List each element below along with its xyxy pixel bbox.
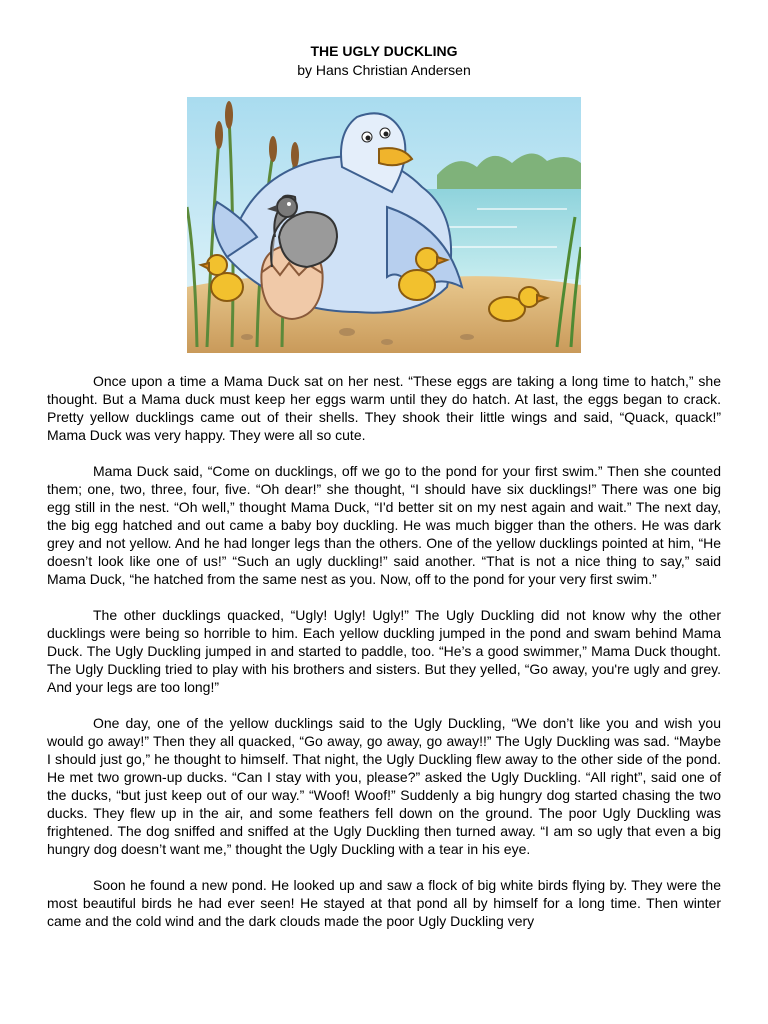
story-paragraph: Mama Duck said, “Come on ducklings, off we go to the pond for your first swim.” Then she counted them; one, two, three, four, five. “Oh dear!” she thought, “I should have six ducklings!” There was one big egg still in the nest. “Oh well,” thought Mama Duck, “I'd better sit on my nest again and wait.” The next day, the big egg hatched and out came a baby boy duckling. He was much bigger than the others. He was dark grey and not yellow. And he had longer legs than the others. One of the yellow ducklings pointed at him, “He doesn’t look like one of us!” “Such an ugly duckling!” said another. “That is not a nice thing to say,” said Mama Duck, “he hatched from the same nest as you. Now, off to the pond for your very first swim.” [47, 463, 721, 587]
story-body [47, 372, 721, 948]
story-paragraph: Soon he found a new pond. He looked up and saw a flock of big white birds flying by. They were the most beautiful birds he had ever seen! He stayed at that pond all by himself for a long time. Then winter came and the cold wind and the dark clouds made the poor Ugly Duckling very [47, 877, 721, 929]
story-author: by Hans Christian Andersen [297, 62, 471, 78]
story-paragraph: Once upon a time a Mama Duck sat on her nest. “These eggs are taking a long time to hatch,” she thought. But a Mama duck must keep her eggs warm until they do hatch. At last, the eggs began to crack. Pretty yellow ducklings came out of their shells. They shook their little wings and said, “Quack, quack!” Mama Duck was very happy. They were all so cute. [47, 373, 721, 443]
story-paragraph: The other ducklings quacked, “Ugly! Ugly! Ugly!” The Ugly Duckling did not know why the other ducklings were being so horrible to him. Each yellow duckling jumped in the pond and swam behind Mama Duck. The Ugly Duckling jumped in and started to paddle, too. “He’s a good swimmer,” Mama Duck thought. The Ugly Duckling tried to play with his brothers and sisters. But they yelled, “Go away, you're ugly and grey. And your legs are too long!” [47, 607, 721, 695]
story-paragraph: One day, one of the yellow ducklings said to the Ugly Duckling, “We don’t like you and wish you would go away!” Then they all quacked, “Go away, go away, go away!!” The Ugly Duckling was sad. “Maybe I should just go,” he thought to himself. That night, the Ugly Duckling flew away to the other side of the pond. He met two grown-up ducks. “Can I stay with you, please?” asked the Ugly Duckling. “All right”, said one of the ducks, “but just keep out of our way.” “Woof! Woof!” Suddenly a big hungry dog started chasing the two ducks. They flew up in the air, and some feathers fell down on the ground. The poor Ugly Duckling was frightened. The dog sniffed and sniffed at the Ugly Duckling then turned away. “I am so ugly that even a big hungry dog doesn’t want me,” thought the Ugly Duckling with a tear in his eye. [47, 715, 721, 857]
story-illustration [187, 97, 581, 353]
story-title: THE UGLY DUCKLING [310, 43, 458, 59]
